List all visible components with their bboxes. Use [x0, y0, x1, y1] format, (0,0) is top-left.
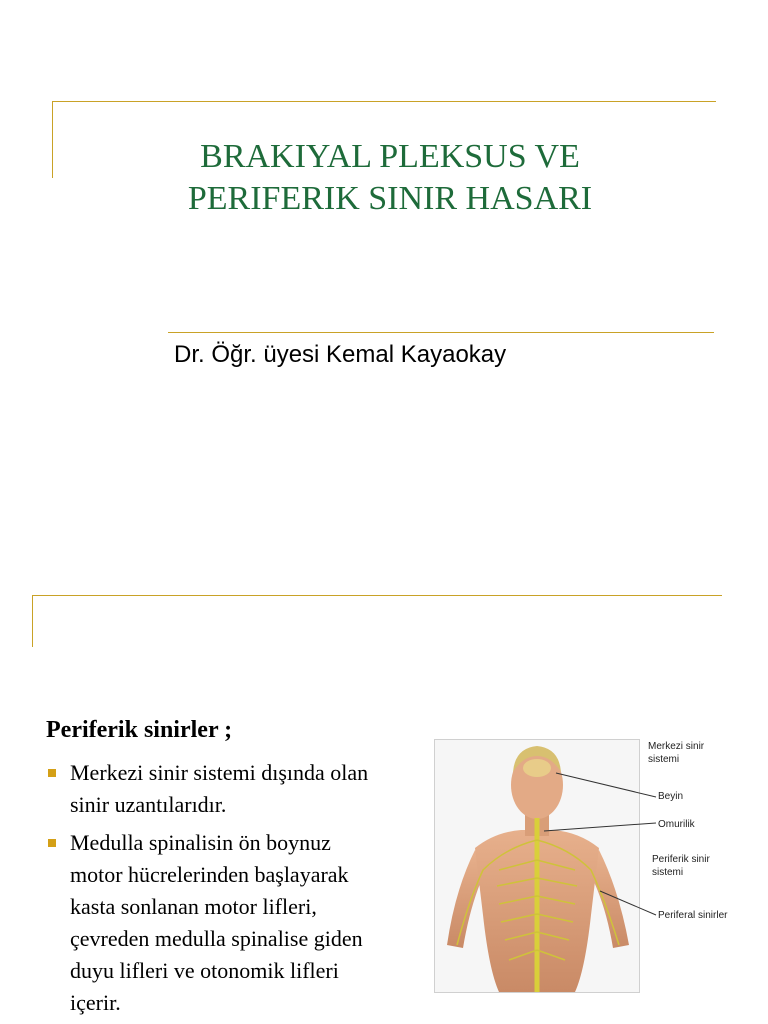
- frame-left-line: [52, 101, 53, 178]
- author-subtitle: Dr. Öğr. üyesi Kemal Kayaokay: [174, 341, 507, 368]
- content-slide: [0, 575, 768, 1024]
- frame-top-line: [52, 101, 716, 102]
- bullet-text: Merkezi sinir sistemi dışında olan sinir uzantılarıdır.: [70, 760, 369, 817]
- slide-title: [60, 136, 720, 220]
- label-merkezi-line2: sistemi: [648, 754, 680, 765]
- label-omurilik: Omurilik: [658, 819, 695, 830]
- label-periferik-line2: sistemi: [652, 867, 684, 878]
- figure-callout-lines: [0, 575, 768, 1024]
- label-periferik-line1: Periferik sinir: [652, 854, 710, 865]
- label-beyin: Beyin: [658, 791, 684, 802]
- label-merkezi-line1: Merkezi sinir: [648, 741, 705, 752]
- title-line-1: BRAKIYAL PLEKSUS VE: [200, 138, 580, 175]
- subtitle-divider: [168, 332, 714, 333]
- label-periferal: Periferal sinirler: [658, 910, 728, 921]
- section-heading: Periferik sinirler ;: [46, 717, 233, 743]
- title-line-2: PERIFERIK SINIR HASARI: [187, 180, 593, 217]
- bullet-text: Medulla spinalisin ön boynuz motor hücrelerinden başlayarak kasta sonlanan motor lifleri, çevreden medulla spinalise giden duyu lifleri ve otonomik lifleri içerir.: [70, 830, 363, 1015]
